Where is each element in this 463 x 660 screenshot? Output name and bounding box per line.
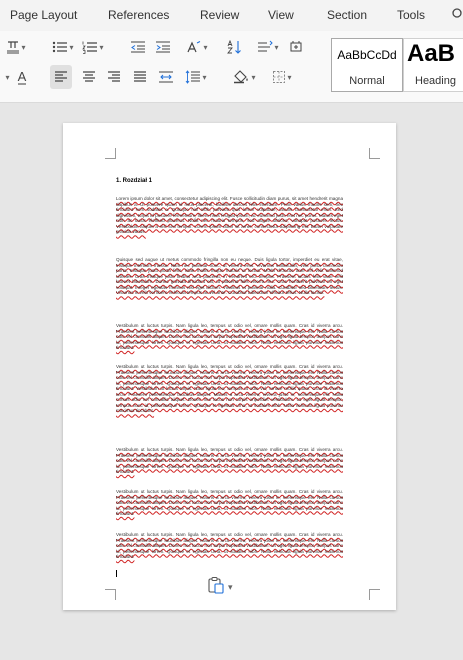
document-page[interactable] <box>63 123 396 610</box>
paste-options-icon <box>207 576 225 599</box>
tab-section[interactable]: Section <box>327 8 368 22</box>
style-normal-label: Normal <box>349 75 385 87</box>
ribbon-home <box>0 31 463 103</box>
sort-icon[interactable] <box>224 37 246 57</box>
decrease-indent-icon[interactable] <box>129 37 147 57</box>
tab-page-layout[interactable]: Page Layout <box>10 8 78 22</box>
ribbon-tabs <box>0 0 463 31</box>
line-spacing-icon[interactable]: ▾ <box>182 67 210 87</box>
font-color-icon[interactable] <box>14 67 30 87</box>
align-left-icon[interactable] <box>50 65 72 89</box>
shading-icon[interactable]: ▾ <box>228 67 260 87</box>
paste-options-button[interactable] <box>207 577 233 597</box>
style-normal[interactable] <box>331 38 403 92</box>
align-right-icon[interactable] <box>105 67 123 87</box>
style-heading-sample: AaB <box>407 40 456 67</box>
tab-references[interactable]: References <box>108 8 170 22</box>
document-canvas[interactable] <box>0 103 463 660</box>
search-icon[interactable] <box>450 8 462 23</box>
underline-style-icon[interactable]: ▾ <box>2 37 30 57</box>
paragraph-6[interactable]: Vestibulum ut luctus turpis. Nam ligula leo, tempus ut odio vel, ornare mollis quam. Cras id viverra arcu. Praesent pellentesque faucibus aliquet. Mauris a arcu viverra, viverra justo in, scelerisque elit. Nulla cursus odio vel convallis aliquet. Donec nec lacus non turpis imperdiet vestibulum. Ut eget ligula tempor, tempus nunc id, pellentesque lorem. Quisque et egestas urna, ut sodales nibh. Nulla vehicula ligula pulvinar maximus tincidunt. <box>116 489 343 517</box>
style-heading[interactable] <box>403 38 463 92</box>
paragraph-2[interactable]: Quisque sed augue ut metus commodo fringilla non eu neque. Duis ligula tortor, imperdiet eu erat vitae, tristique interdum massa. Nam nec pulvinar nunc, ut viverra eros. Vivamus sollicitudin, velit porta commodo porta, tristique justo porta felis, vitae mollis neque mauris ut lectus. Morbi rhoncus ante vel velit euismod ultricies. Cras tristique justo finibus arcu placerat, in hendrerit orci tempus. Praesent iaculis felis vitae velit laoreet bibendum. Donec gravida tincidunt elit, ut placerat felis viverra nec. Cras hendrerit pulvinar mi eget volutpat. Integer egestas rhoncus nisl eget dictum. Vivamus ut pulvinar nulla. Curabitur sed bibendum lectus. Vivamus in velit vel libero vehicula tempus ac vel ante. Curabitur bibendum efficitur tellus. Nulla facilisi. <box>116 257 343 296</box>
justify-icon[interactable] <box>131 67 149 87</box>
text-cursor <box>116 570 117 577</box>
margin-corner-top-left <box>105 148 116 159</box>
tab-view[interactable]: View <box>268 8 294 22</box>
margin-corner-bottom-right <box>369 589 380 600</box>
margin-corner-bottom-left <box>105 589 116 600</box>
align-center-icon[interactable] <box>80 67 98 87</box>
paragraph-spacing-icon[interactable]: ▾ <box>254 37 282 57</box>
tab-tools[interactable]: Tools <box>397 8 426 22</box>
numbering-icon[interactable]: ▾ <box>80 37 106 57</box>
font-color-label: A <box>17 68 27 84</box>
text-direction-icon[interactable]: ▾ <box>183 37 211 57</box>
paragraph-3[interactable]: Vestibulum ut luctus turpis. Nam ligula leo, tempus ut odio vel, ornare mollis quam. Cras id viverra arcu. Praesent pellentesque faucibus aliquet. Mauris a arcu viverra, viverra justo in, scelerisque elit. Nulla cursus odio vel convallis aliquet. Donec nec lacus non turpis imperdiet vestibulum. Ut eget ligula tempor, tempus nunc id, pellentesque lorem. Quisque et egestas urna, ut sodales nibh. Nulla vehicula ligula pulvinar maximus tincidunt. <box>116 323 343 351</box>
row-overflow-icon: ▾ <box>5 72 10 82</box>
paragraph-1[interactable]: Lorem ipsum dolor sit amet, consectetur adipiscing elit. Fusce sollicitudin diam purus, sit amet hendrerit magna dapibus a. Ut posuere quam id risus placerat, facilisis ultrices felis interdum. Proin varius mauris sem, nec tincidunt sem sodales a. Quisque nisl nibh, pulvinar quis lorem vulputate, iaculis consectetur enim. Sed dignissim, turpis id posuere fermentum, libero risus feugiat ipsum, ac euismod justo erat nec purus. Mauris eget nibh ac lacus eleifend placerat. Nulla nec mauris tempus, sed augue ultrices, volutpat posuere lectus. Vestibulum aliquet a nisl sed tempor. Lorem ipsum dolor sit amet, consectetur adipiscing elit. Etiam vulputate gravida varius. <box>116 196 343 235</box>
tab-review[interactable]: Review <box>200 8 240 22</box>
paragraph-4[interactable]: Vestibulum ut luctus turpis. Nam ligula leo, tempus ut odio vel, ornare mollis quam. Cras id viverra arcu. Praesent pellentesque faucibus aliquet. Mauris a arcu viverra, viverra justo in, scelerisque elit. Nulla cursus odio vel convallis aliquet. Donec nec lacus non turpis imperdiet vestibulum. Ut eget ligula tempor, tempus nunc id, pellentesque lorem. Quisque et egestas urna, ut sodales nibh. Nulla vehicula ligula pulvinar maximus tincidunt. Vestibulum ut luctus turpis. Nam ligula leo, tempus ut odio vel, ornare mollis quam. Cras id viverra arcu. Praesent pellentesque faucibus aliquet. Mauris a arcu viverra, viverra justo in, scelerisque elit. Nulla cursus odio vel convallis aliquet. Donec nec lacus non turpis imperdiet vestibulum. Ut eget ligula tempor, tempus nunc id, pellentesque lorem. Quisque et egestas urna, ut sodales nibh. Nulla vehicula ligula pulvinar maximus tincidunt. <box>116 364 343 414</box>
style-heading-label: Heading <box>415 75 456 87</box>
paste-options-dropdown-icon[interactable]: ▾ <box>228 581 233 592</box>
paragraph-7[interactable]: Vestibulum ut luctus turpis. Nam ligula leo, tempus ut odio vel, ornare mollis quam. Cras id viverra arcu. Praesent pellentesque faucibus aliquet. Mauris a arcu viverra, viverra justo in, scelerisque elit. Nulla cursus odio vel convallis aliquet. Donec nec lacus non turpis imperdiet vestibulum. Ut eget ligula tempor, tempus nunc id, pellentesque lorem. Quisque et egestas urna, ut sodales nibh. Nulla vehicula ligula pulvinar maximus tincidunt. <box>116 532 343 560</box>
distribute-icon[interactable] <box>157 67 175 87</box>
borders-icon[interactable]: ▾ <box>268 67 296 87</box>
increase-indent-icon[interactable] <box>154 37 172 57</box>
paragraph-5[interactable]: Vestibulum ut luctus turpis. Nam ligula leo, tempus ut odio vel, ornare mollis quam. Cras id viverra arcu. Praesent pellentesque faucibus aliquet. Mauris a arcu viverra, viverra justo in, scelerisque elit. Nulla cursus odio vel convallis aliquet. Donec nec lacus non turpis imperdiet vestibulum. Ut eget ligula tempor, tempus nunc id, pellentesque lorem. Quisque et egestas urna, ut sodales nibh. Nulla vehicula ligula pulvinar maximus tincidunt. <box>116 447 343 475</box>
style-normal-sample: AaBbCcDd <box>337 48 397 62</box>
document-heading[interactable]: 1. Rozdział 1 <box>116 178 153 184</box>
show-marks-icon[interactable] <box>287 37 305 57</box>
bullets-icon[interactable]: ▾ <box>50 37 76 57</box>
margin-corner-top-right <box>369 148 380 159</box>
